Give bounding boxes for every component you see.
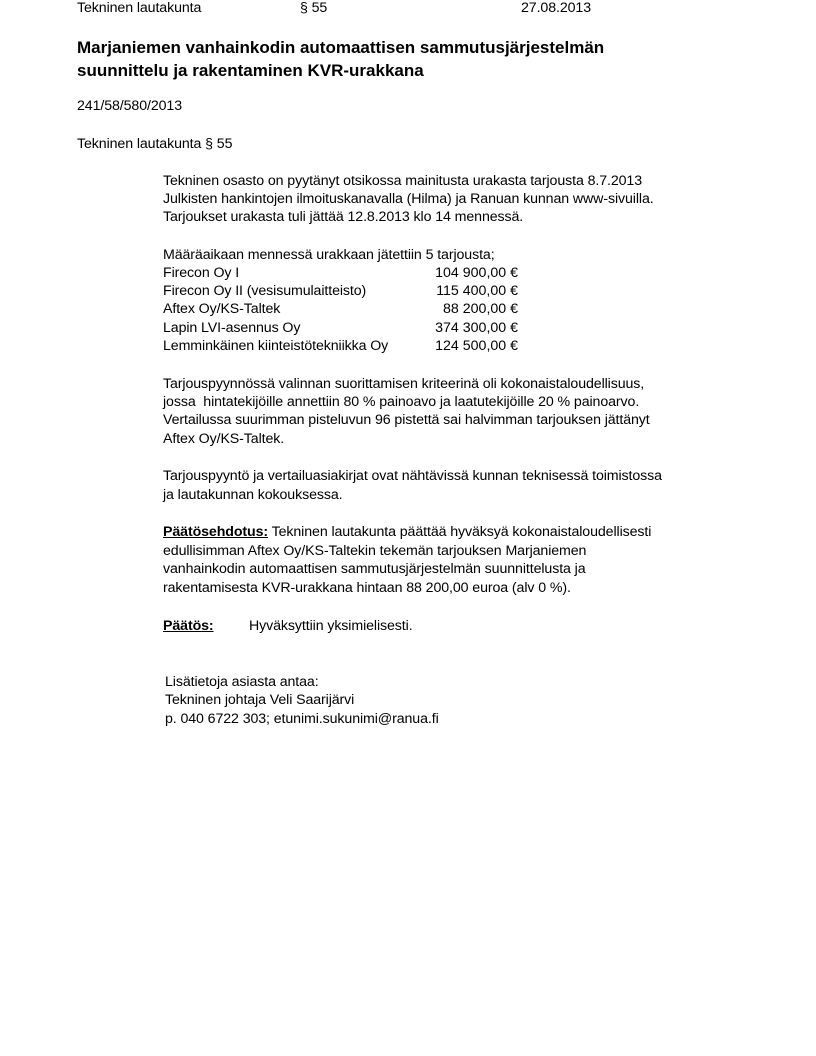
decision-label: Päätös: [163, 618, 214, 634]
title-line: suunnittelu ja rakentaminen KVR-urakkana [77, 61, 424, 80]
text-line: Tekninen johtaja Veli Saarijärvi [165, 692, 355, 708]
text-line: Vertailussa suurimman pisteluvun 96 pistettä sai halvimman tarjouksen jättänyt [163, 412, 650, 428]
bid-name: Firecon Oy II (vesisumulaitteisto) [163, 283, 367, 299]
bid-amount: 88 200,00 € [443, 301, 518, 317]
bid-name: Lapin LVI-asennus Oy [163, 320, 301, 336]
text-line: Tarjouspyynnössä valinnan suorittamisen kriteerinä oli kokonaistaloudellisuus, [163, 376, 645, 392]
record-number: 241/58/580/2013 [77, 98, 183, 114]
text-line: ja lautakunnan kokouksessa. [163, 487, 343, 503]
text-line: edullisimman Aftex Oy/KS-Taltekin tekemän tarjouksen Marjaniemen [163, 543, 587, 559]
text-line: jossa hintatekijöille annettiin 80 % painoavo ja laatutekijöille 20 % painoarvo. [163, 394, 640, 410]
title-line: Marjaniemen vanhainkodin automaattisen sammutusjärjestelmän [77, 38, 605, 57]
bid-amount: 374 300,00 € [435, 320, 518, 336]
bid-amount: 124 500,00 € [435, 338, 518, 354]
proposal-label: Päätösehdotus: [163, 524, 269, 540]
text-line: rakentamisesta KVR-urakkana hintaan 88 200,00 euroa (alv 0 %). [163, 580, 571, 596]
text-line: Aftex Oy/KS-Taltek. [163, 431, 285, 447]
bid-name: Firecon Oy I [163, 265, 240, 281]
header-board: Tekninen lautakunta [77, 0, 202, 16]
text-line: Tarjoukset urakasta tuli jättää 12.8.2013 klo 14 mennessä. [163, 209, 524, 225]
header-section: § 55 [300, 0, 328, 16]
text-line: Tekninen osasto on pyytänyt otsikossa mainitusta urakasta tarjousta 8.7.2013 [163, 173, 643, 189]
proposal-first-line [163, 523, 651, 541]
header-date: 27.08.2013 [521, 0, 592, 16]
bid-name: Aftex Oy/KS-Taltek [163, 301, 281, 317]
text-line: p. 040 6722 303; etunimi.sukunimi@ranua.fi [165, 711, 439, 727]
text-line: Tarjouspyyntö ja vertailuasiakirjat ovat nähtävissä kunnan teknisessä toimistossa [163, 468, 662, 484]
bids-intro: Määräaikaan mennessä urakkaan jätettiin 5 tarjousta; [163, 247, 495, 263]
text-line: Tekninen lautakunta päättää hyväksyä kokonaistaloudellisesti [268, 524, 652, 540]
bid-amount: 104 900,00 € [435, 265, 518, 281]
text-line: Lisätietoja asiasta antaa: [165, 674, 319, 690]
text-line: vanhainkodin automaattisen sammutusjärjestelmän suunnittelusta ja [163, 561, 586, 577]
text-line: Julkisten hankintojen ilmoituskanavalla (Hilma) ja Ranuan kunnan www-sivuilla. [163, 191, 654, 207]
decision-text: Hyväksyttiin yksimielisesti. [249, 618, 413, 634]
bid-amount: 115 400,00 € [436, 283, 518, 299]
bid-name: Lemminkäinen kiinteistötekniikka Oy [163, 338, 389, 354]
section-heading: Tekninen lautakunta § 55 [77, 136, 233, 152]
